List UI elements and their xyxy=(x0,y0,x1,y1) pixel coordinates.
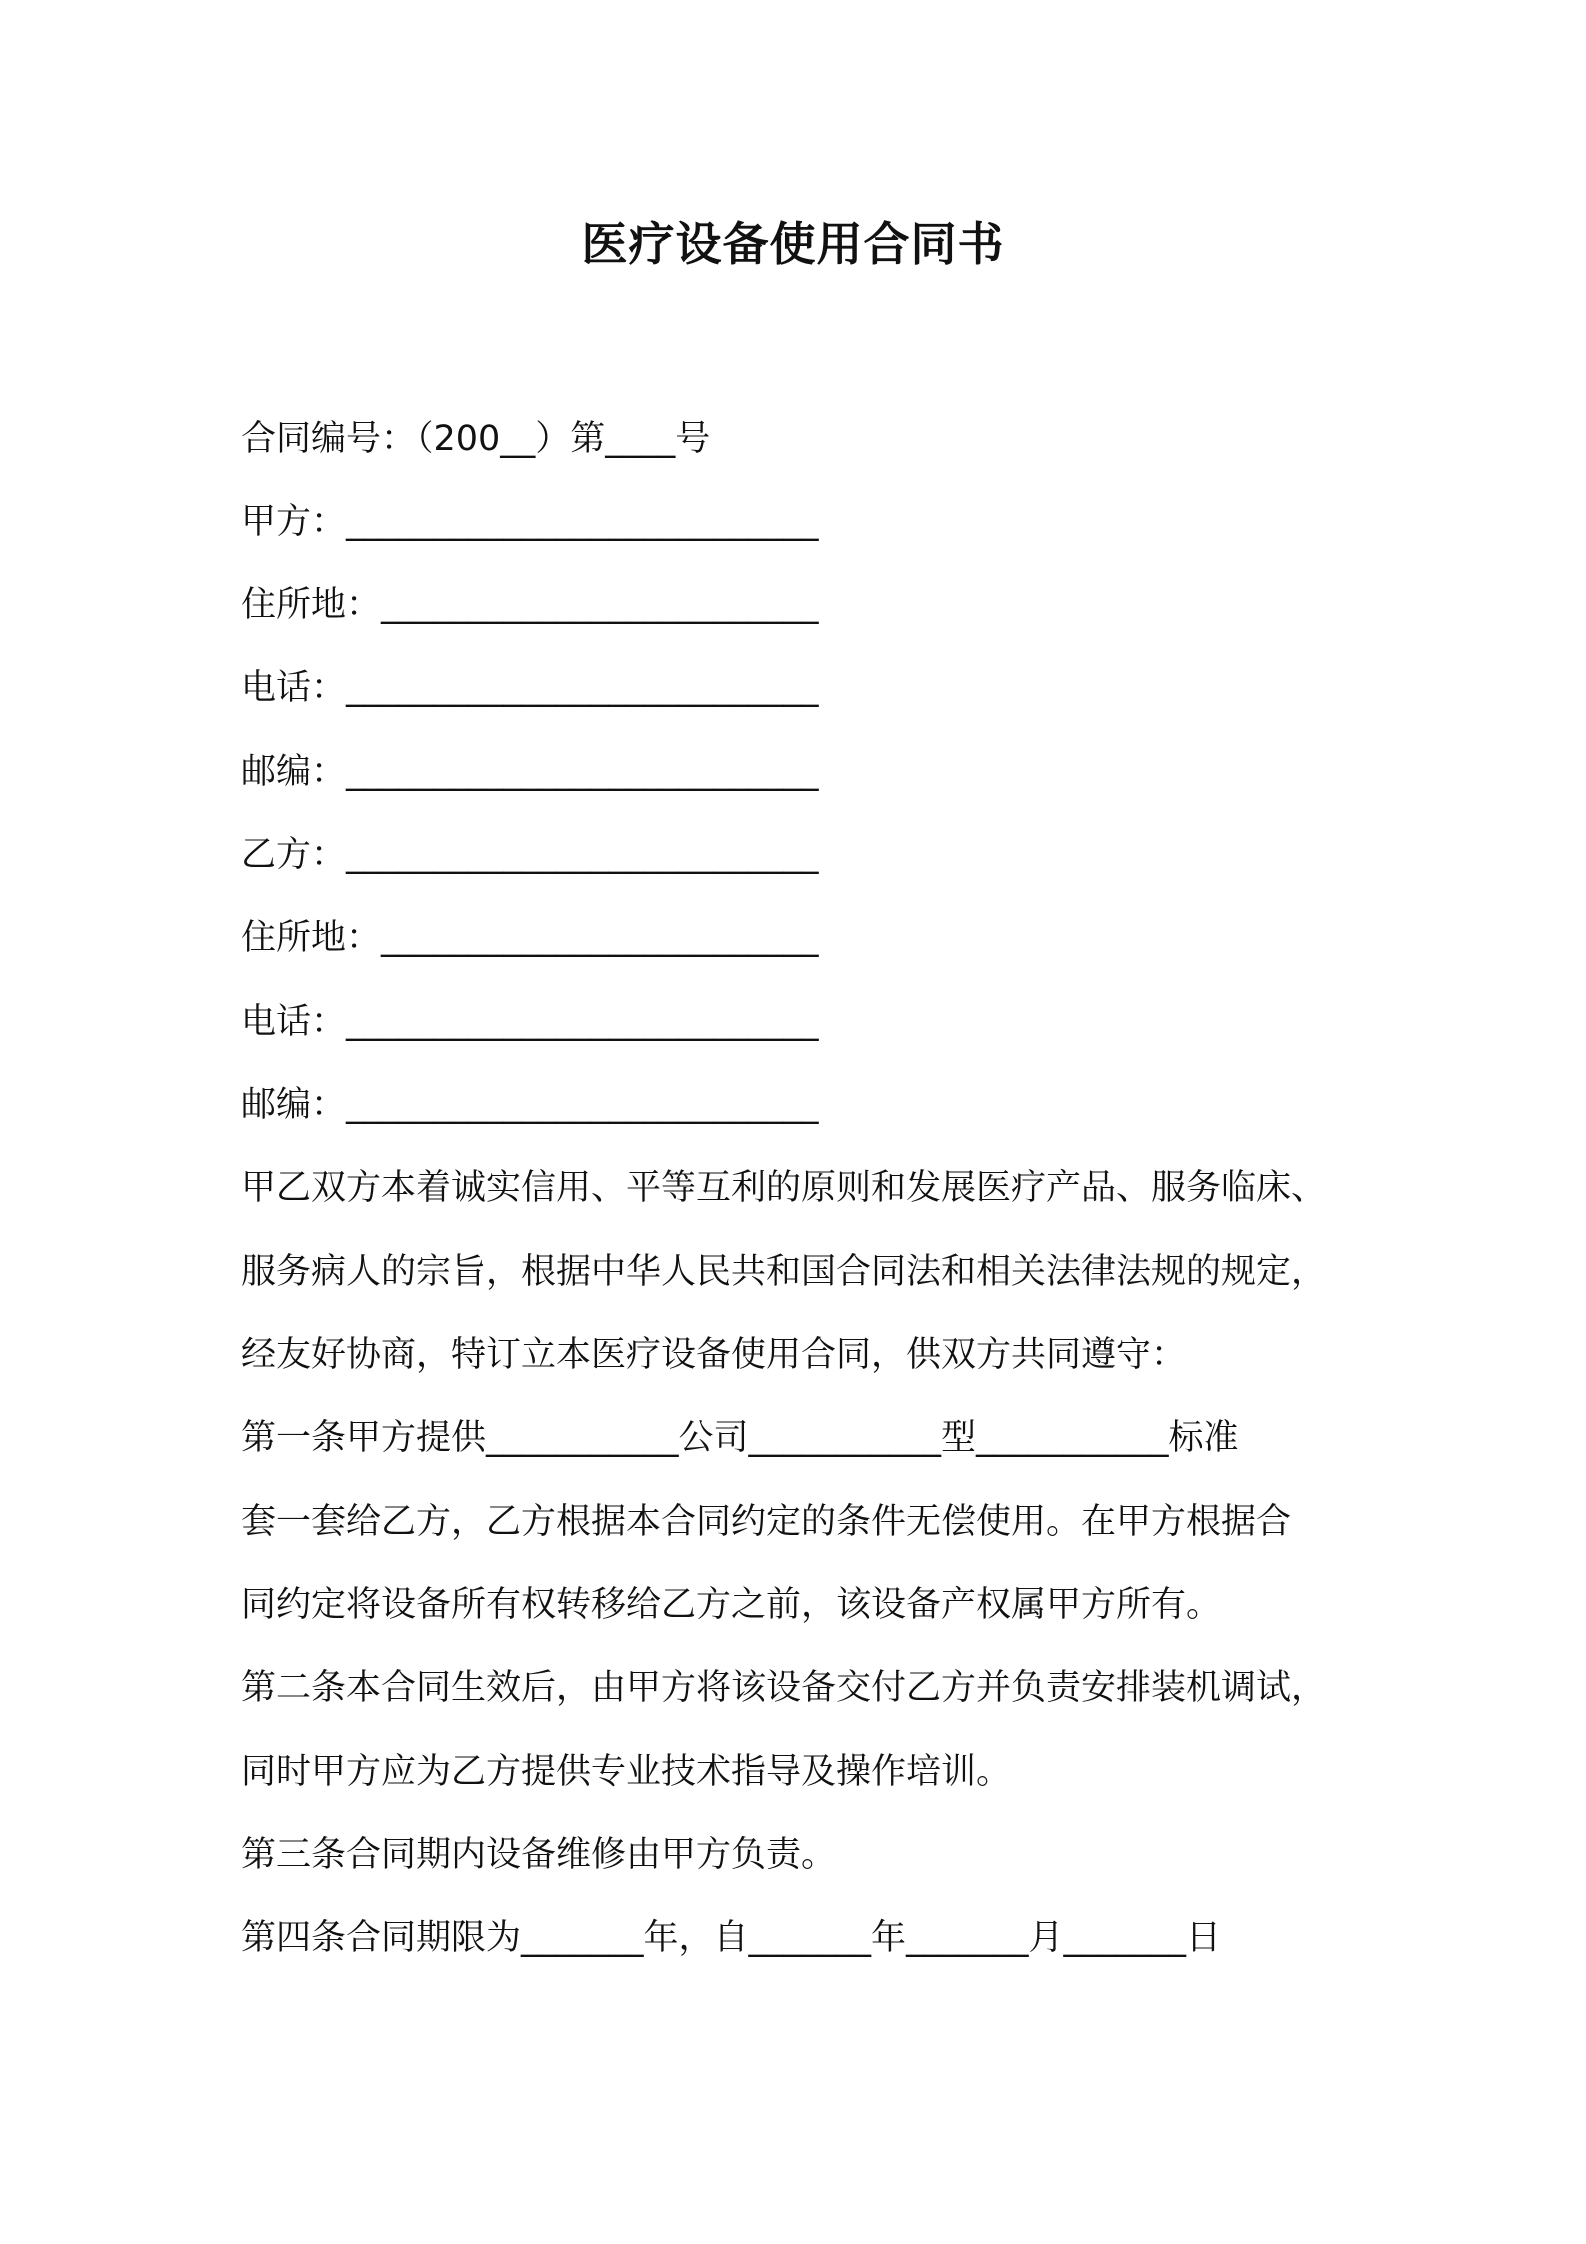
preamble-line-3: 经友好协商，特订立本医疗设备使用合同，供双方共同遵守： xyxy=(241,1335,1187,1375)
article-1-line-3: 同约定将设备所有权转移给乙方之前，该设备产权属甲方所有。 xyxy=(241,1585,1222,1625)
preamble-line-1: 甲乙双方本着诚实信用、平等互利的原则和发展医疗产品、服务临床、 xyxy=(241,1168,1327,1208)
party-b-name-line: 乙方：___________________________ xyxy=(241,835,819,875)
document-title: 医疗设备使用合同书 xyxy=(581,217,1005,271)
party-a-name-line: 甲方：___________________________ xyxy=(241,502,819,542)
party-a-postcode-line: 邮编：___________________________ xyxy=(241,752,819,792)
article-4-line: 第四条合同期限为_______年，自_______年_______月_______日 xyxy=(241,1918,1222,1958)
party-b-postcode-line: 邮编：___________________________ xyxy=(241,1085,819,1125)
article-1-line-1: 第一条甲方提供___________公司___________型___________标准 xyxy=(241,1418,1239,1458)
preamble-line-2: 服务病人的宗旨，根据中华人民共和国合同法和相关法律法规的规定， xyxy=(241,1252,1327,1292)
article-2-line-2: 同时甲方应为乙方提供专业技术指导及操作培训。 xyxy=(241,1752,1012,1792)
party-a-address-line: 住所地：_________________________ xyxy=(241,585,819,625)
article-2-line-1: 第二条本合同生效后，由甲方将该设备交付乙方并负责安排装机调试， xyxy=(241,1668,1327,1708)
contract-number-line: 合同编号：（200__）第____号 xyxy=(241,419,711,459)
article-3-line: 第三条合同期内设备维修由甲方负责。 xyxy=(241,1835,837,1875)
party-a-phone-line: 电话：___________________________ xyxy=(241,668,819,708)
party-b-address-line: 住所地：_________________________ xyxy=(241,918,819,958)
article-1-line-2: 套一套给乙方，乙方根据本合同约定的条件无偿使用。在甲方根据合 xyxy=(241,1502,1292,1542)
party-b-phone-line: 电话：___________________________ xyxy=(241,1002,819,1042)
